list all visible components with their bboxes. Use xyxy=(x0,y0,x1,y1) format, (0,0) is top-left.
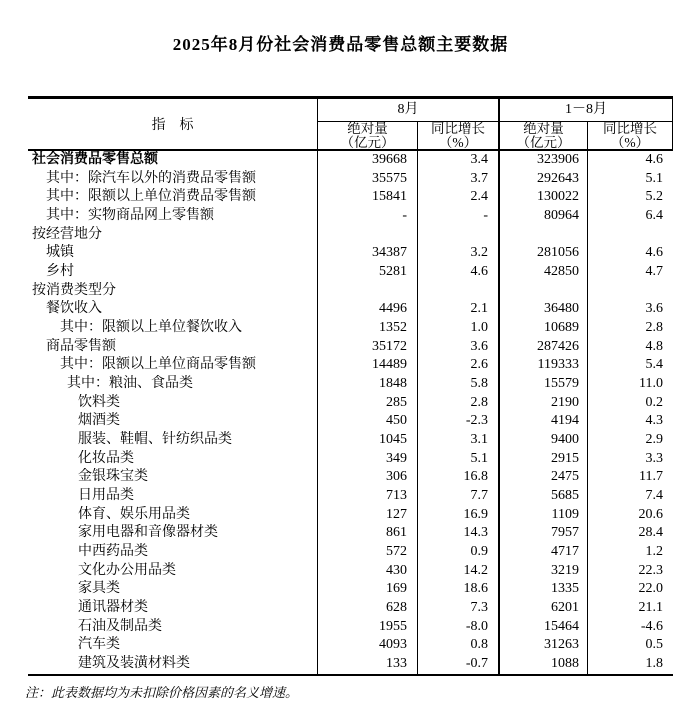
august-absolute-cell xyxy=(318,226,418,245)
august-growth-cell: 2.8 xyxy=(418,394,500,413)
jan-aug-absolute-cell: 2915 xyxy=(500,450,588,469)
jan-aug-absolute-cell: 1088 xyxy=(500,655,588,674)
jan-aug-absolute-cell: 80964 xyxy=(500,207,588,226)
august-absolute-cell: 35172 xyxy=(318,338,418,357)
august-absolute-cell: 34387 xyxy=(318,244,418,263)
jan-aug-growth-cell: 7.4 xyxy=(645,488,663,504)
table-row xyxy=(28,338,673,357)
header-line: 同比增长 xyxy=(431,121,485,136)
august-growth-cell: 3.1 xyxy=(418,431,500,450)
table-row xyxy=(28,487,673,506)
jan-aug-growth-cell: 4.3 xyxy=(645,413,663,429)
august-absolute-cell: 127 xyxy=(318,506,418,525)
jan-aug-absolute-cell: 281056 xyxy=(500,244,588,263)
table-row xyxy=(28,170,673,189)
jan-aug-growth-cell: 11.7 xyxy=(639,469,663,485)
header-unit: （%） xyxy=(438,135,478,150)
august-growth-cell: 16.9 xyxy=(418,506,500,525)
table-row xyxy=(28,636,673,655)
august-absolute-cell: 5281 xyxy=(318,263,418,282)
table-row xyxy=(28,543,673,562)
indicator-cell: 其中：粮油、食品类 xyxy=(28,375,318,394)
table-row xyxy=(28,450,673,469)
table-row xyxy=(28,282,673,301)
august-absolute-header xyxy=(318,122,418,150)
jan-aug-growth-cell: 5.4 xyxy=(645,357,663,373)
august-absolute-cell: 628 xyxy=(318,599,418,618)
header-unit: （亿元） xyxy=(340,135,395,150)
indicator-cell: 乡村 xyxy=(28,263,318,282)
indicator-cell: 家具类 xyxy=(28,580,318,599)
jan-aug-absolute-cell: 130022 xyxy=(500,188,588,207)
august-absolute-cell: 713 xyxy=(318,487,418,506)
table-row xyxy=(28,263,673,282)
jan-aug-group-header: 1－8月 xyxy=(565,102,607,117)
value-columns-header xyxy=(318,99,673,149)
table-row xyxy=(28,188,673,207)
august-absolute-cell: 133 xyxy=(318,655,418,674)
jan-aug-absolute-cell: 15464 xyxy=(500,618,588,637)
indicator-cell: 石油及制品类 xyxy=(28,618,318,637)
august-growth-cell: - xyxy=(418,207,500,226)
august-growth-cell: 14.3 xyxy=(418,524,500,543)
jan-aug-growth-cell: 5.1 xyxy=(645,170,663,186)
august-growth-cell: -2.3 xyxy=(418,412,500,431)
indicator-cell: 日用品类 xyxy=(28,487,318,506)
header-unit: （亿元） xyxy=(516,135,571,150)
indicator-cell: 其中：限额以上单位商品零售额 xyxy=(28,356,318,375)
august-growth-cell: 0.8 xyxy=(418,636,500,655)
table-row xyxy=(28,431,673,450)
table-row xyxy=(28,524,673,543)
indicator-cell: 建筑及装潢材料类 xyxy=(28,655,318,674)
jan-aug-absolute-cell: 7957 xyxy=(500,524,588,543)
august-growth-cell: 3.7 xyxy=(418,170,500,189)
jan-aug-growth-cell: -4.6 xyxy=(640,618,663,634)
august-absolute-cell: 572 xyxy=(318,543,418,562)
jan-aug-growth-cell: 21.1 xyxy=(638,600,663,616)
august-growth-cell: 18.6 xyxy=(418,580,500,599)
jan-aug-growth-cell: 22.3 xyxy=(638,562,663,578)
august-growth-cell: 14.2 xyxy=(418,562,500,581)
table-row xyxy=(28,244,673,263)
jan-aug-absolute-cell xyxy=(500,226,588,245)
august-absolute-cell: 430 xyxy=(318,562,418,581)
table-row xyxy=(28,319,673,338)
jan-aug-growth-cell: 1.2 xyxy=(645,544,663,560)
table-row xyxy=(28,207,673,226)
indicator-cell: 汽车类 xyxy=(28,636,318,655)
jan-aug-growth-cell: 4.7 xyxy=(645,264,663,280)
table-row xyxy=(28,226,673,245)
jan-aug-growth-cell xyxy=(588,282,673,301)
jan-aug-absolute-cell xyxy=(500,282,588,301)
jan-aug-growth-cell: 2.8 xyxy=(645,320,663,336)
jan-aug-absolute-cell: 42850 xyxy=(500,263,588,282)
august-growth-cell: 1.0 xyxy=(418,319,500,338)
indicator-column-header: 指 标 xyxy=(28,99,318,149)
jan-aug-growth-cell: 6.4 xyxy=(645,208,663,224)
august-growth-cell: 4.6 xyxy=(418,263,500,282)
indicator-cell: 通讯器材类 xyxy=(28,599,318,618)
header-line: 同比增长 xyxy=(603,121,657,136)
jan-aug-absolute-cell: 3219 xyxy=(500,562,588,581)
header-line: 绝对量 xyxy=(523,121,564,136)
jan-aug-absolute-cell: 36480 xyxy=(500,300,588,319)
indicator-cell: 按经营地分 xyxy=(28,226,318,245)
jan-aug-absolute-cell: 5685 xyxy=(500,487,588,506)
jan-aug-absolute-cell: 6201 xyxy=(500,599,588,618)
august-absolute-cell: 15841 xyxy=(318,188,418,207)
table-row xyxy=(28,599,673,618)
indicator-cell: 服装、鞋帽、针纺织品类 xyxy=(28,431,318,450)
indicator-cell: 文化办公用品类 xyxy=(28,562,318,581)
august-growth-cell: 5.1 xyxy=(418,450,500,469)
indicator-cell: 体育、娱乐用品类 xyxy=(28,506,318,525)
indicator-cell: 按消费类型分 xyxy=(28,282,318,301)
jan-aug-absolute-cell: 4717 xyxy=(500,543,588,562)
table-row xyxy=(28,300,673,319)
table-row xyxy=(28,412,673,431)
august-growth-cell: 16.8 xyxy=(418,468,500,487)
table-row xyxy=(28,375,673,394)
jan-aug-growth-cell: 11.0 xyxy=(639,376,663,392)
august-growth-cell: 7.3 xyxy=(418,599,500,618)
august-absolute-cell: 450 xyxy=(318,412,418,431)
indicator-cell: 饮料类 xyxy=(28,394,318,413)
table-row xyxy=(28,394,673,413)
jan-aug-absolute-cell: 9400 xyxy=(500,431,588,450)
indicator-cell: 中西药品类 xyxy=(28,543,318,562)
august-growth-cell: 5.8 xyxy=(418,375,500,394)
jan-aug-absolute-cell: 292643 xyxy=(500,170,588,189)
august-growth-cell: 3.4 xyxy=(418,151,500,170)
page-title: 2025年8月份社会消费品零售总额主要数据 xyxy=(172,35,509,54)
august-growth-cell: 3.6 xyxy=(418,338,500,357)
indicator-cell: 其中：除汽车以外的消费品零售额 xyxy=(28,170,318,189)
table-row xyxy=(28,468,673,487)
header-line: 绝对量 xyxy=(347,121,388,136)
jan-aug-absolute-cell: 4194 xyxy=(500,412,588,431)
header-unit: （%） xyxy=(610,135,650,150)
august-growth-cell: 2.6 xyxy=(418,356,500,375)
august-absolute-cell: - xyxy=(318,207,418,226)
retail-sales-table xyxy=(28,96,673,676)
jan-aug-absolute-cell: 323906 xyxy=(500,151,588,170)
august-absolute-cell: 14489 xyxy=(318,356,418,375)
august-absolute-cell: 306 xyxy=(318,468,418,487)
august-absolute-cell: 1352 xyxy=(318,319,418,338)
table-row xyxy=(28,562,673,581)
jan-aug-growth-cell: 4.6 xyxy=(645,245,663,261)
jan-aug-absolute-cell: 2475 xyxy=(500,468,588,487)
footnote: 注：此表数据均为未扣除价格因素的名义增速。 xyxy=(25,684,299,700)
table-body xyxy=(28,151,673,674)
august-absolute-cell: 4093 xyxy=(318,636,418,655)
jan-aug-growth-cell: 4.6 xyxy=(645,152,663,167)
jan-aug-absolute-cell: 31263 xyxy=(500,636,588,655)
august-absolute-cell: 1848 xyxy=(318,375,418,394)
jan-aug-absolute-cell: 1109 xyxy=(500,506,588,525)
jan-aug-growth-cell: 28.4 xyxy=(638,525,663,541)
table-header xyxy=(28,99,673,151)
table-row xyxy=(28,506,673,525)
jan-aug-growth-cell: 0.5 xyxy=(645,637,663,653)
august-absolute-cell: 1045 xyxy=(318,431,418,450)
indicator-cell: 城镇 xyxy=(28,244,318,263)
indicator-cell: 家用电器和音像器材类 xyxy=(28,524,318,543)
indicator-cell: 烟酒类 xyxy=(28,412,318,431)
august-absolute-cell: 861 xyxy=(318,524,418,543)
august-group-header: 8月 xyxy=(318,99,500,121)
august-growth-header xyxy=(418,122,500,150)
indicator-cell: 其中：限额以上单位餐饮收入 xyxy=(28,319,318,338)
august-growth-cell: 0.9 xyxy=(418,543,500,562)
indicator-cell: 金银珠宝类 xyxy=(28,468,318,487)
jan-aug-growth-header xyxy=(588,122,672,150)
august-absolute-cell: 349 xyxy=(318,450,418,469)
august-growth-cell: 3.2 xyxy=(418,244,500,263)
august-growth-cell: 2.4 xyxy=(418,188,500,207)
august-growth-cell xyxy=(418,282,500,301)
jan-aug-absolute-cell: 287426 xyxy=(500,338,588,357)
jan-aug-growth-cell: 2.9 xyxy=(645,432,663,448)
jan-aug-growth-cell: 5.2 xyxy=(645,189,663,205)
august-growth-cell: 7.7 xyxy=(418,487,500,506)
measure-header-row xyxy=(318,122,672,150)
indicator-cell: 化妆品类 xyxy=(28,450,318,469)
jan-aug-growth-cell: 22.0 xyxy=(638,581,663,597)
jan-aug-growth-cell: 3.3 xyxy=(645,450,663,466)
jan-aug-growth-cell: 20.6 xyxy=(638,506,663,522)
jan-aug-absolute-cell: 1335 xyxy=(500,580,588,599)
august-absolute-cell: 1955 xyxy=(318,618,418,637)
august-growth-cell: -8.0 xyxy=(418,618,500,637)
period-header-row xyxy=(318,99,672,122)
table-row xyxy=(28,580,673,599)
jan-aug-growth-cell xyxy=(588,226,673,245)
indicator-cell: 其中：限额以上单位消费品零售额 xyxy=(28,188,318,207)
august-growth-cell: 2.1 xyxy=(418,300,500,319)
august-absolute-cell: 169 xyxy=(318,580,418,599)
august-absolute-cell: 4496 xyxy=(318,300,418,319)
table-row xyxy=(28,356,673,375)
jan-aug-absolute-cell: 15579 xyxy=(500,375,588,394)
indicator-cell: 其中：实物商品网上零售额 xyxy=(28,207,318,226)
jan-aug-growth-cell: 4.8 xyxy=(645,338,663,354)
august-absolute-cell: 35575 xyxy=(318,170,418,189)
august-growth-cell: -0.7 xyxy=(418,655,500,674)
august-absolute-cell: 285 xyxy=(318,394,418,413)
indicator-cell: 餐饮收入 xyxy=(28,300,318,319)
report-page xyxy=(0,30,681,701)
jan-aug-absolute-cell: 119333 xyxy=(500,356,588,375)
jan-aug-growth-cell: 0.2 xyxy=(645,394,663,410)
august-absolute-cell xyxy=(318,282,418,301)
indicator-cell: 商品零售额 xyxy=(28,338,318,357)
table-row xyxy=(28,618,673,637)
indicator-cell: 社会消费品零售总额 xyxy=(28,151,318,170)
jan-aug-absolute-header xyxy=(500,122,588,150)
table-row xyxy=(28,655,673,674)
jan-aug-absolute-cell: 10689 xyxy=(500,319,588,338)
august-growth-cell xyxy=(418,226,500,245)
jan-aug-absolute-cell: 2190 xyxy=(500,394,588,413)
table-row xyxy=(28,151,673,170)
jan-aug-growth-cell: 1.8 xyxy=(645,656,663,672)
jan-aug-growth-cell: 3.6 xyxy=(645,301,663,317)
august-absolute-cell: 39668 xyxy=(318,151,418,170)
